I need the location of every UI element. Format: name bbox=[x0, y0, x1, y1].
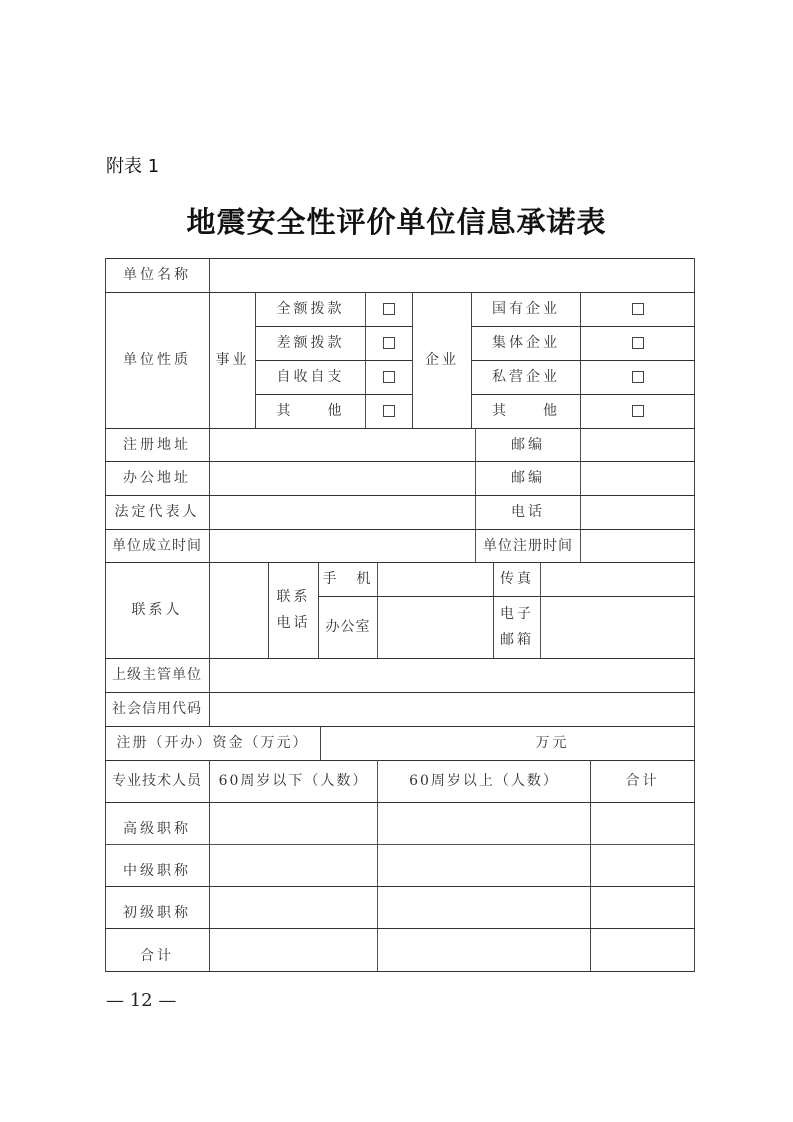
field-capital[interactable] bbox=[321, 726, 694, 760]
checkbox-enterprise-other[interactable] bbox=[581, 394, 694, 428]
field-registered-time[interactable] bbox=[581, 529, 694, 562]
field-junior-over-60[interactable] bbox=[378, 886, 590, 928]
annex-label: 附表 1 bbox=[106, 156, 160, 177]
field-intermediate-under-60[interactable] bbox=[210, 844, 377, 886]
option-institution-other: 其 他 bbox=[276, 403, 345, 419]
field-total-total[interactable] bbox=[591, 928, 694, 971]
field-total-over-60[interactable] bbox=[378, 928, 590, 971]
field-legal-rep[interactable] bbox=[210, 495, 475, 529]
option-enterprise-other: 其 他 bbox=[492, 403, 560, 419]
option-state-owned: 国有企业 bbox=[492, 301, 560, 317]
checkbox-icon[interactable] bbox=[383, 303, 395, 315]
field-postcode-1[interactable] bbox=[581, 428, 694, 461]
field-junior-under-60[interactable] bbox=[210, 886, 377, 928]
field-contact-person[interactable] bbox=[210, 562, 268, 658]
checkbox-icon[interactable] bbox=[632, 337, 644, 349]
field-fax[interactable] bbox=[541, 562, 694, 596]
option-full-funding: 全额拨款 bbox=[276, 301, 345, 317]
field-established-time[interactable] bbox=[210, 529, 475, 562]
checkbox-icon[interactable] bbox=[632, 405, 644, 417]
label-contact-phone-line2: 电话 bbox=[276, 615, 311, 631]
field-postcode-2[interactable] bbox=[581, 461, 694, 495]
checkbox-full-funding[interactable] bbox=[366, 292, 412, 326]
checkbox-icon[interactable] bbox=[383, 337, 395, 349]
label-institution: 事业 bbox=[215, 352, 250, 368]
checkbox-partial-funding[interactable] bbox=[366, 326, 412, 360]
label-unit-nature: 单位性质 bbox=[123, 352, 191, 368]
header-total: 合计 bbox=[625, 773, 660, 789]
header-under-60: 60周岁以下（人数） bbox=[218, 773, 369, 789]
label-registered-time: 单位注册时间 bbox=[483, 537, 573, 554]
header-staff: 专业技术人员 bbox=[112, 773, 202, 789]
field-phone[interactable] bbox=[581, 495, 694, 529]
label-credit-code: 社会信用代码 bbox=[112, 701, 202, 717]
field-intermediate-total[interactable] bbox=[591, 844, 694, 886]
page-number: — 12 — bbox=[106, 990, 177, 1011]
label-email-line2: 邮箱 bbox=[500, 632, 534, 648]
field-total-under-60[interactable] bbox=[210, 928, 377, 971]
label-established-time: 单位成立时间 bbox=[112, 537, 202, 554]
label-email bbox=[494, 596, 540, 658]
option-collective: 集体企业 bbox=[492, 335, 560, 351]
header-over-60: 60周岁以上（人数） bbox=[409, 773, 559, 789]
checkbox-collective[interactable] bbox=[581, 326, 694, 360]
label-email-line1: 电子 bbox=[500, 606, 534, 622]
checkbox-self-funded[interactable] bbox=[366, 360, 412, 394]
field-reg-address[interactable] bbox=[210, 428, 475, 461]
label-legal-rep: 法定代表人 bbox=[114, 504, 200, 520]
label-capital: 注册（开办）资金（万元） bbox=[116, 735, 309, 751]
field-senior-under-60[interactable] bbox=[210, 802, 377, 844]
field-office-address[interactable] bbox=[210, 461, 475, 495]
row-label-senior: 高级职称 bbox=[123, 821, 191, 837]
field-credit-code[interactable] bbox=[210, 692, 694, 726]
label-office-phone: 办公室 bbox=[325, 619, 371, 635]
checkbox-icon[interactable] bbox=[383, 405, 395, 417]
field-unit-name[interactable] bbox=[210, 258, 694, 292]
checkbox-institution-other[interactable] bbox=[366, 394, 412, 428]
checkbox-icon[interactable] bbox=[383, 371, 395, 383]
label-unit-name: 单位名称 bbox=[123, 267, 191, 283]
field-mobile[interactable] bbox=[378, 562, 493, 596]
label-contact-phone bbox=[269, 562, 318, 658]
label-office-address: 办公地址 bbox=[123, 470, 191, 486]
field-junior-total[interactable] bbox=[591, 886, 694, 928]
field-senior-over-60[interactable] bbox=[378, 802, 590, 844]
checkbox-state-owned[interactable] bbox=[581, 292, 694, 326]
field-email[interactable] bbox=[541, 596, 694, 658]
field-office-phone[interactable] bbox=[378, 596, 493, 658]
field-intermediate-over-60[interactable] bbox=[378, 844, 590, 886]
label-mobile: 手 机 bbox=[322, 571, 374, 587]
capital-unit: 万元 bbox=[535, 735, 570, 751]
option-private: 私营企业 bbox=[492, 369, 560, 385]
field-senior-total[interactable] bbox=[591, 802, 694, 844]
label-reg-address: 注册地址 bbox=[123, 436, 191, 453]
row-label-junior: 初级职称 bbox=[123, 905, 191, 921]
page-title: 地震安全性评价单位信息承诺表 bbox=[186, 205, 607, 239]
label-superior-unit: 上级主管单位 bbox=[112, 667, 202, 683]
row-label-total: 合计 bbox=[140, 948, 174, 964]
label-phone: 电话 bbox=[511, 504, 545, 520]
label-enterprise: 企业 bbox=[425, 352, 459, 368]
checkbox-private[interactable] bbox=[581, 360, 694, 394]
field-superior-unit[interactable] bbox=[210, 658, 694, 692]
label-contact-phone-line1: 联系 bbox=[276, 589, 311, 605]
checkbox-icon[interactable] bbox=[632, 303, 644, 315]
table-border-bottom bbox=[105, 971, 695, 972]
row-label-intermediate: 中级职称 bbox=[123, 863, 191, 879]
label-contact-person: 联系人 bbox=[131, 602, 183, 618]
option-partial-funding: 差额拨款 bbox=[276, 335, 345, 351]
option-self-funded: 自收自支 bbox=[276, 369, 345, 385]
label-fax: 传真 bbox=[500, 571, 534, 587]
label-postcode-1: 邮编 bbox=[511, 436, 545, 453]
checkbox-icon[interactable] bbox=[632, 371, 644, 383]
label-postcode-2: 邮编 bbox=[511, 470, 545, 486]
table-border-right bbox=[694, 258, 695, 972]
